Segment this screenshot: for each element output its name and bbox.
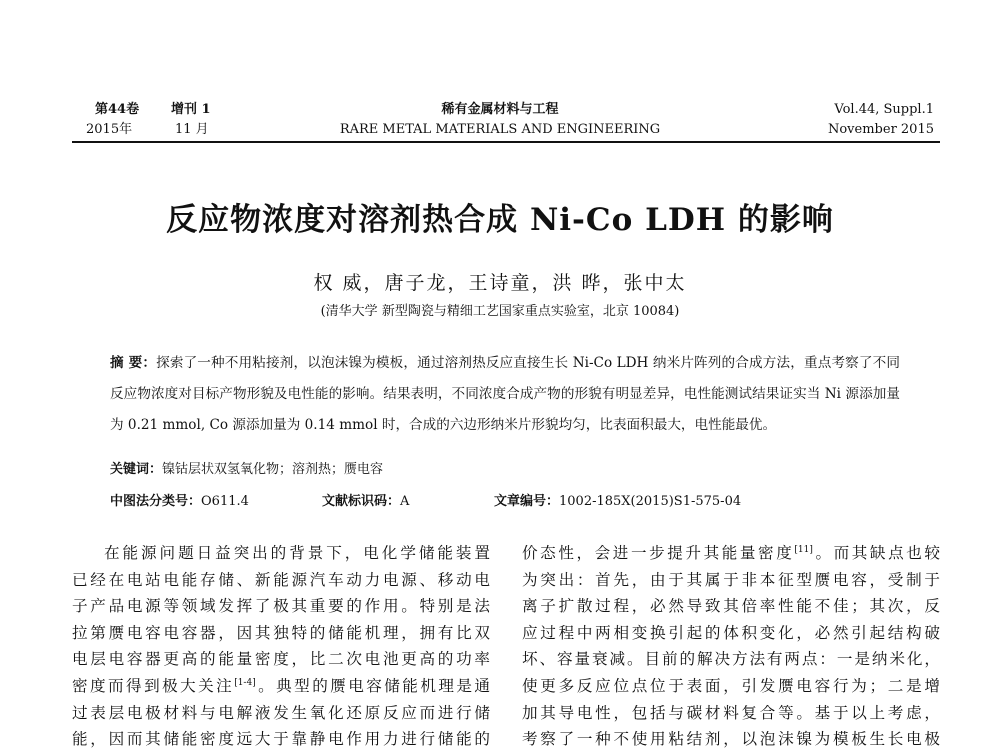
abstract-text: 探索了一种不用粘接剂，以泡沫镍为模板，通过溶剂热反应直接生长 Ni-Co LDH 纳米片阵列的合成方法，重点考察了不同反应物浓度对目标产物形貌及电性能的影响。结果表明，不同浓度合成产物的形貌有明显差异，电性能测试结果证实当 Ni 源添加量为 0.21 mmol, Co 源添加量为 0.14 mmol 时，合成的六边形纳米片形貌均匀，比表面积最大，电性能最优。 [110, 355, 900, 433]
body-line-with-citation [72, 673, 490, 700]
body-line-text: 。典型的赝电容储能机理是通 [255, 676, 490, 695]
header-rule [72, 141, 940, 143]
volume-cn: 第44卷 [95, 102, 140, 117]
journal-title-en: RARE METAL MATERIALS AND ENGINEERING [339, 122, 661, 137]
keywords [110, 461, 383, 479]
body-line: 拉第赝电容电容器，因其独特的储能机理，拥有比双 [72, 623, 490, 642]
abstract [110, 348, 900, 441]
body-line-text: 。而其缺点也较 [812, 544, 940, 562]
clc-number [110, 493, 249, 511]
body-line: 考察了一种不使用粘结剂，以泡沫镍为模板生长电极 [522, 730, 940, 749]
body-line: 电层电容器更高的能量密度，比二次电池更高的功率 [72, 650, 490, 669]
citation: [1-4] [234, 677, 256, 688]
article-number [494, 493, 741, 511]
body-line-text: 价态性，会进一步提升其能量密度 [522, 544, 795, 562]
body-line: 离子扩散过程，必然导致其倍率性能不佳；其次，反 [522, 597, 940, 616]
date-en: November 2015 [827, 122, 934, 137]
body-right-column [522, 540, 940, 753]
clc-value: O611.4 [201, 494, 249, 509]
body-line-text: 密度而得到极大关注 [72, 676, 235, 695]
body-line: 过表层电极材料与电解液发生氧化还原反应而进行储 [72, 703, 490, 722]
body-line-with-citation [522, 540, 940, 567]
abstract-label: 摘 要： [110, 355, 157, 371]
body-line: 能，因而其储能密度远大于靠静电作用力进行储能的 [72, 730, 490, 749]
journal-title-cn: 稀有金属材料与工程 [441, 102, 559, 117]
clc-label: 中图法分类号： [110, 494, 202, 509]
keywords-text: 镍钴层状双氢氧化物；溶剂热；赝电容 [162, 462, 384, 477]
body-line: 坏、容量衰减。目前的解决方法有两点：一是纳米化， [522, 650, 940, 669]
citation: [11] [794, 545, 813, 555]
body-line: 已经在电站电能存储、新能源汽车动力电源、移动电 [72, 570, 490, 589]
document-code [322, 493, 409, 511]
volume-en: Vol.44, Suppl.1 [834, 102, 934, 117]
year-cn: 2015年 [86, 122, 133, 137]
keywords-label: 关键词： [110, 462, 163, 477]
doc-label: 文献标识码： [322, 494, 401, 509]
body-line: 在能源问题日益突出的背景下，电化学储能装置 [104, 544, 490, 562]
article-label: 文章编号： [494, 494, 560, 509]
body-left-column [72, 540, 490, 753]
body-line: 应过程中两相变换引起的体积变化，必然引起结构破 [522, 623, 940, 642]
affiliation: (清华大学 新型陶瓷与精细工艺国家重点实验室，北京 10084) [320, 304, 680, 319]
author-list: 权 威，唐子龙，王诗童，洪 晔，张中太 [313, 272, 687, 294]
body-line: 子产品电源等领域发挥了极其重要的作用。特别是法 [72, 597, 490, 616]
body-line: 为突出：首先，由于其属于非本征型赝电容，受制于 [522, 570, 940, 589]
doc-value: A [400, 494, 410, 509]
body-line: 加其导电性，包括与碳材料复合等。基于以上考虑， [522, 703, 940, 722]
supplement-cn: 增刊 1 [171, 102, 211, 117]
article-value: 1002-185X(2015)S1-575-04 [559, 494, 742, 509]
body-line: 使更多反应位点位于表面，引发赝电容行为；二是增 [522, 676, 940, 695]
month-cn: 11 月 [175, 122, 209, 137]
paper-title: 反应物浓度对溶剂热合成 Ni-Co LDH 的影响 [166, 202, 834, 238]
